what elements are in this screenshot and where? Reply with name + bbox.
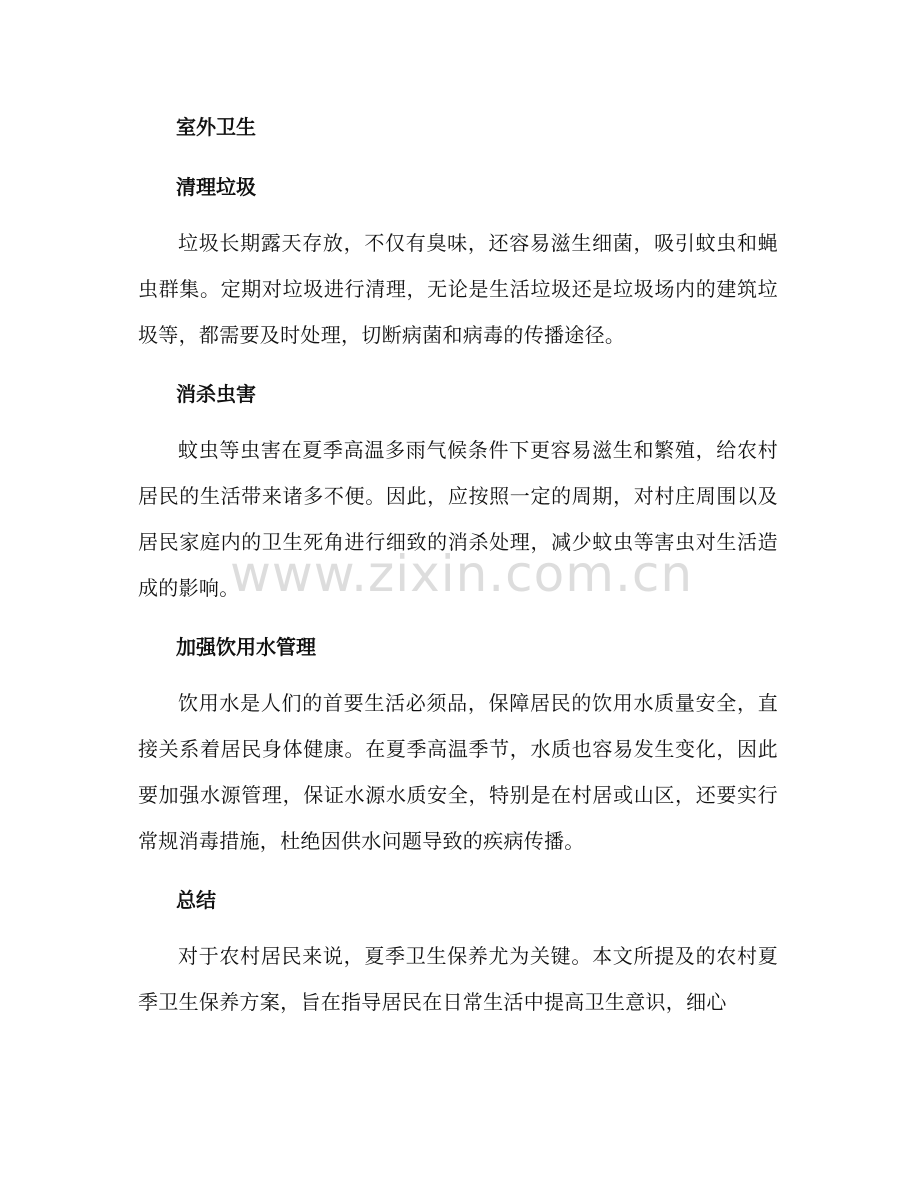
paragraph-pest-control: 蚊虫等虫害在夏季高温多雨气候条件下更容易滋生和繁殖，给农村居民的生活带来诸多不便。因此，应按照一定的周期，对村庄周围以及居民家庭内的卫生死角进行细致的消杀处理，减少蚊虫等害虫对生活造成的影响。 <box>138 438 778 600</box>
heading-summary: 总结 <box>176 888 216 912</box>
heading-drinking-water: 加强饮用水管理 <box>176 635 316 659</box>
paragraph-summary: 对于农村居民来说，夏季卫生保养尤为关键。本文所提及的农村夏季卫生保养方案，旨在指导居民在日常生活中提高卫生意识，细心 <box>138 944 778 1014</box>
paragraph-clean-garbage: 垃圾长期露天存放，不仅有臭味，还容易滋生细菌，吸引蚊虫和蝇虫群集。定期对垃圾进行清理，无论是生活垃圾还是垃圾场内的建筑垃圾等，都需要及时处理，切断病菌和病毒的传播途径。 <box>138 231 778 347</box>
heading-clean-garbage: 清理垃圾 <box>176 175 256 199</box>
heading-outdoor-hygiene: 室外卫生 <box>176 115 256 139</box>
watermark: www.zixin.com.cn <box>230 545 694 603</box>
heading-pest-control: 消杀虫害 <box>176 382 256 406</box>
paragraph-drinking-water: 饮用水是人们的首要生活必须品，保障居民的饮用水质量安全，直接关系着居民身体健康。在夏季高温季节，水质也容易发生变化，因此要加强水源管理，保证水源水质安全，特别是在村居或山区，还要实行常规消毒措施，杜绝因供水问题导致的疾病传播。 <box>138 691 778 853</box>
